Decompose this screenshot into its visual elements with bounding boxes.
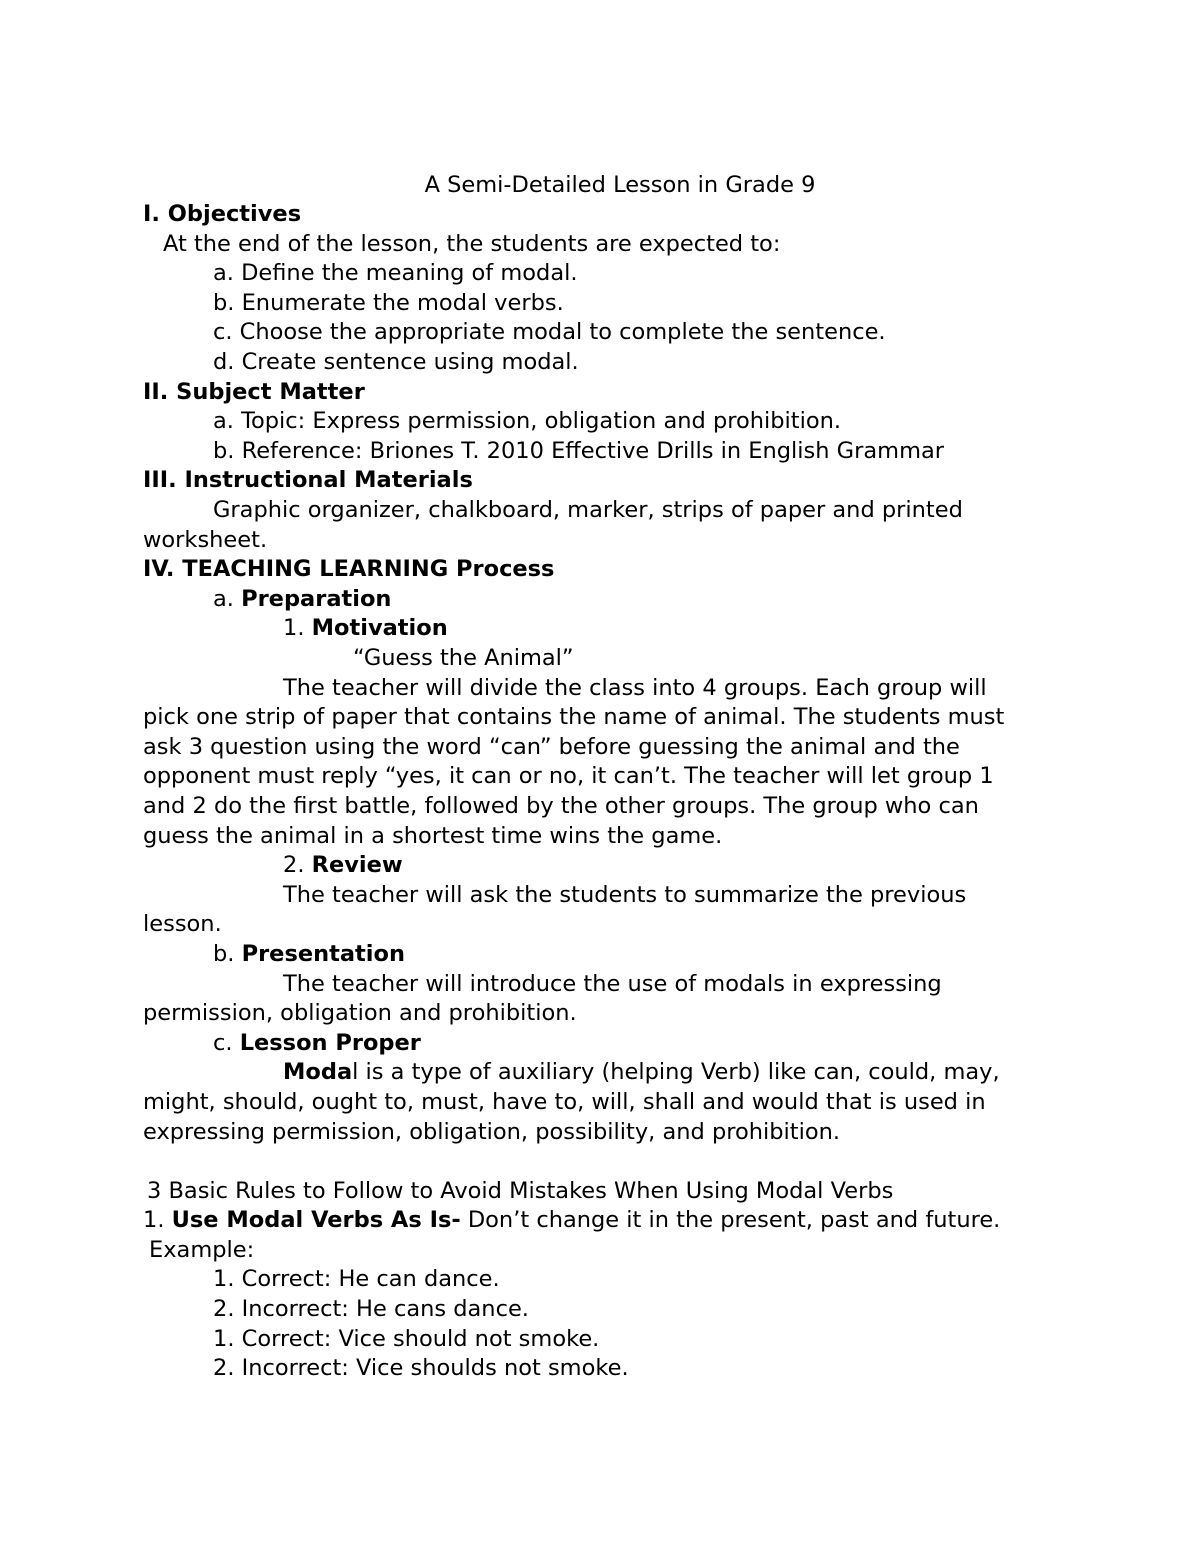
example-item: 1. Correct: He can dance. bbox=[213, 1266, 500, 1292]
objective-item: d. Create sentence using modal. bbox=[213, 349, 579, 375]
rule-1-text: Don’t change it in the present, past and future. bbox=[460, 1207, 1001, 1233]
rule-1-label: Use Modal Verbs As Is- bbox=[171, 1207, 461, 1233]
example-item: 1. Correct: Vice should not smoke. bbox=[213, 1326, 600, 1352]
materials-line: worksheet. bbox=[143, 527, 268, 553]
example-label: Example: bbox=[149, 1237, 255, 1263]
objectives-heading: I. Objectives bbox=[143, 201, 302, 227]
motivation-line: ask 3 question using the word “can” before guessing the animal and the bbox=[143, 734, 960, 760]
lesson-proper-label: Lesson Proper bbox=[239, 1030, 421, 1056]
materials-heading: III. Instructional Materials bbox=[143, 467, 473, 493]
subject-matter-item: b. Reference: Briones T. 2010 Effective Drills in English Grammar bbox=[213, 438, 945, 464]
materials-line: Graphic organizer, chalkboard, marker, strips of paper and printed bbox=[213, 497, 963, 523]
modal-definition-line: might, should, ought to, must, have to, will, shall and would that is used in bbox=[143, 1089, 986, 1115]
preparation-label: Preparation bbox=[241, 586, 392, 612]
review-line: The teacher will ask the students to summarize the previous bbox=[283, 882, 967, 908]
subject-matter-item: a. Topic: Express permission, obligation and prohibition. bbox=[213, 408, 842, 434]
example-item: 2. Incorrect: He cans dance. bbox=[213, 1296, 529, 1322]
motivation-line: opponent must reply “yes, it can or no, it can’t. The teacher will let group 1 bbox=[143, 763, 994, 789]
motivation-line: pick one strip of paper that contains the name of animal. The students must bbox=[143, 704, 1005, 730]
presentation-line: The teacher will introduce the use of modals in expressing bbox=[283, 971, 942, 997]
review-label: Review bbox=[311, 852, 403, 878]
presentation-label: Presentation bbox=[241, 941, 405, 967]
rule-1-prefix: 1. bbox=[143, 1207, 172, 1233]
modal-definition-text: l is a type of auxiliary (helping Verb) like can, could, may, bbox=[352, 1059, 1000, 1085]
preparation-heading bbox=[213, 585, 391, 615]
objective-item: b. Enumerate the modal verbs. bbox=[213, 290, 564, 316]
review-prefix: 2. bbox=[283, 852, 312, 878]
motivation-heading bbox=[283, 614, 448, 644]
review-line: lesson. bbox=[143, 911, 222, 937]
modal-term: Moda bbox=[283, 1059, 353, 1085]
motivation-line: The teacher will divide the class into 4 groups. Each group will bbox=[283, 675, 987, 701]
subject-matter-heading: II. Subject Matter bbox=[143, 379, 365, 405]
presentation-prefix: b. bbox=[213, 941, 242, 967]
presentation-heading bbox=[213, 940, 405, 970]
objective-item: a. Define the meaning of modal. bbox=[213, 260, 578, 286]
modal-definition-line: expressing permission, obligation, possibility, and prohibition. bbox=[143, 1119, 841, 1145]
presentation-line: permission, obligation and prohibition. bbox=[143, 1000, 577, 1026]
game-title: “Guess the Animal” bbox=[353, 645, 574, 671]
modal-definition bbox=[283, 1058, 1000, 1088]
example-item: 2. Incorrect: Vice shoulds not smoke. bbox=[213, 1355, 629, 1381]
lesson-proper-prefix: c. bbox=[213, 1030, 240, 1056]
objectives-intro: At the end of the lesson, the students are expected to: bbox=[163, 231, 781, 257]
lesson-proper-heading bbox=[213, 1029, 421, 1059]
motivation-prefix: 1. bbox=[283, 615, 312, 641]
review-heading bbox=[283, 851, 403, 881]
process-heading: IV. TEACHING LEARNING Process bbox=[143, 556, 555, 582]
page-title: A Semi-Detailed Lesson in Grade 9 bbox=[424, 172, 816, 198]
objective-item: c. Choose the appropriate modal to complete the sentence. bbox=[213, 319, 886, 345]
motivation-label: Motivation bbox=[311, 615, 448, 641]
motivation-line: guess the animal in a shortest time wins the game. bbox=[143, 823, 723, 849]
rules-heading: 3 Basic Rules to Follow to Avoid Mistakes When Using Modal Verbs bbox=[147, 1178, 894, 1204]
preparation-prefix: a. bbox=[213, 586, 242, 612]
rule-1 bbox=[143, 1206, 1000, 1236]
motivation-line: and 2 do the first battle, followed by the other groups. The group who can bbox=[143, 793, 979, 819]
